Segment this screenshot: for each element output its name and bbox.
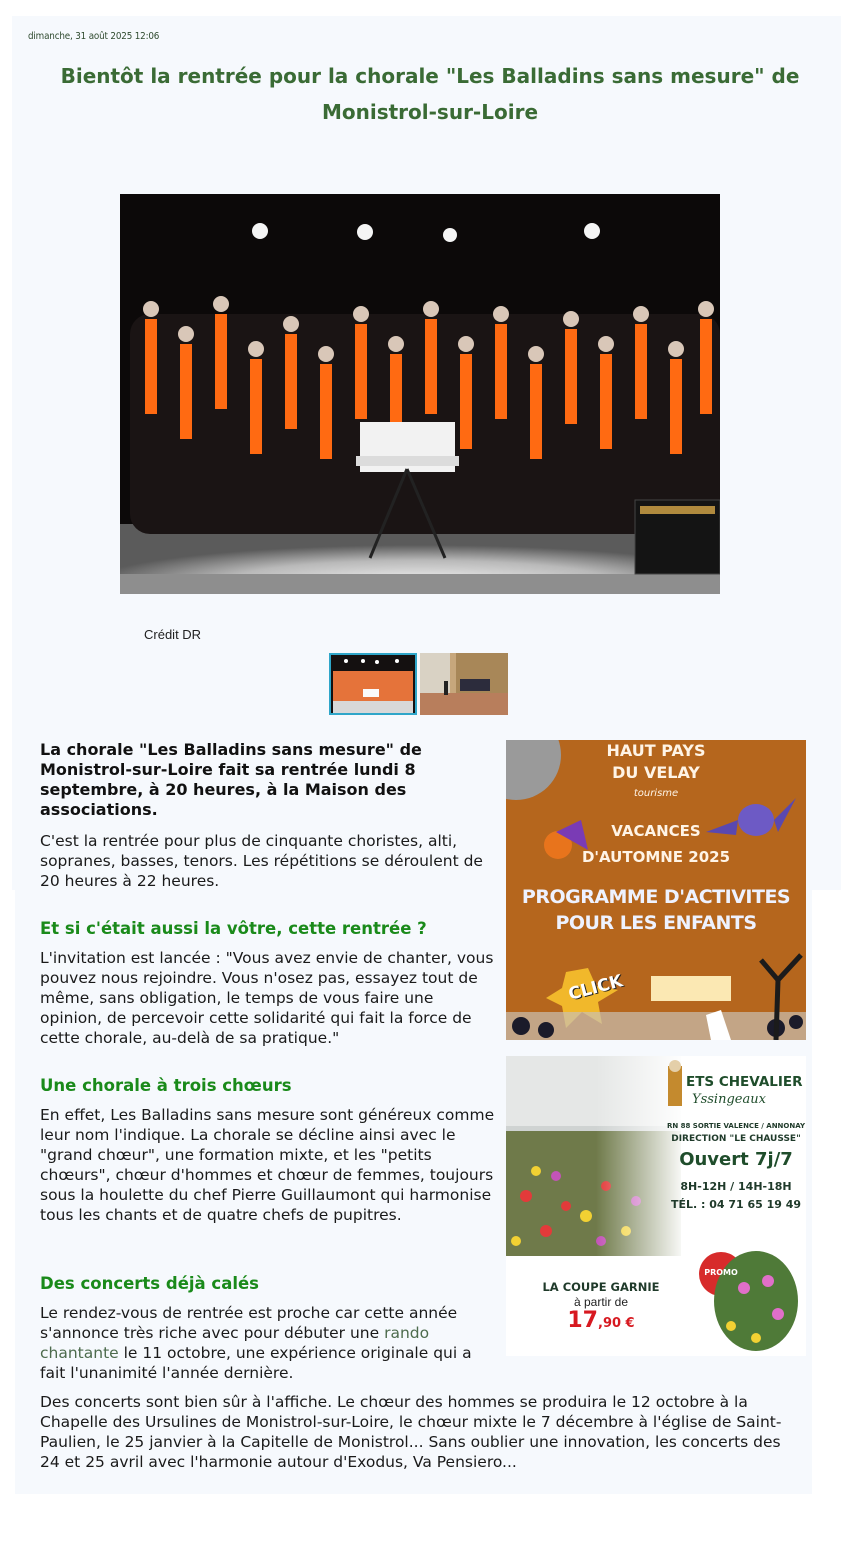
section-heading: Une chorale à trois chœurs	[40, 1076, 292, 1095]
section-invitation	[40, 918, 495, 1048]
section-heading: Et si c'était aussi la vôtre, cette rentrée ?	[40, 919, 427, 938]
ad2-hours: 8H-12H / 14H-18H	[680, 1180, 792, 1193]
section-text-part: le 11 octobre, une expérience originale qui a fait l'unanimité l'année dernière.	[40, 1344, 472, 1382]
ad1-brand-line2: DU VELAY	[612, 763, 700, 782]
article-intro-block	[40, 831, 495, 891]
ad1-brand-line1: HAUT PAYS	[606, 741, 706, 760]
ad2-from-label: à partir de	[573, 1295, 629, 1309]
ad1-click-cta[interactable]: CLICK	[566, 971, 625, 1005]
ad1-headline-1: PROGRAMME D'ACTIVITES	[521, 886, 791, 908]
ad2-address-2: DIRECTION "LE CHAUSSE"	[671, 1134, 801, 1144]
publish-date: dimanche, 31 août 2025 12:06	[28, 31, 160, 42]
ad2-address-1: RN 88 SORTIE VALENCE / ANNONAY	[666, 1122, 806, 1130]
thumbnail-choir-chapel[interactable]	[420, 653, 508, 715]
thumbnail-choir-stage[interactable]	[329, 653, 417, 715]
section-concerts	[40, 1273, 495, 1383]
ad1-season: D'AUTOMNE 2025	[581, 848, 731, 866]
section-text: L'invitation est lancée : "Vous avez envie de chanter, vous pouvez nous rejoindre. Vous n'osez pas, essayez tout de même, sans obligation, le temps de vous faire une opinion, de percevoir cette solidarité qui fait la force de cette chorale, au-delà de sa pratique."	[40, 949, 494, 1047]
section-text-part: Le rendez-vous de rentrée est proche car cette année s'annonce très riche avec pour débuter une	[40, 1304, 458, 1342]
ad2-brand: ETS CHEVALIER	[686, 1074, 803, 1090]
ad2-price-main: 17	[567, 1308, 598, 1333]
ad2-product: LA COUPE GARNIE	[542, 1280, 660, 1294]
ad1-vacances: VACANCES	[611, 822, 701, 840]
choir-photo-image	[120, 194, 720, 594]
ad2-city: Yssingeaux	[692, 1092, 766, 1107]
ad2-open-days: Ouvert 7j/7	[679, 1149, 793, 1170]
ad-ets-chevalier[interactable]	[506, 1056, 806, 1356]
section-heading: Des concerts déjà calés	[40, 1274, 259, 1293]
section-text	[40, 1303, 495, 1383]
ad-haut-pays-velay[interactable]	[506, 740, 806, 1040]
article-closing: Des concerts sont bien sûr à l'affiche. Le chœur des hommes se produira le 12 octobre à la Chapelle des Ursulines de Monistrol-sur-Loire, le chœur mixte le 7 décembre à l'église de Saint-Paulien, le 25 janvier à la Capitelle de Monistrol... Sans oublier une innovation, les concerts des 24 et 25 avril avec l'harmonie autour d'Exodus, Va Pensiero...	[40, 1393, 782, 1471]
section-text: En effet, Les Balladins sans mesure sont généreux comme leur nom l'indique. La chorale se décline ainsi avec le "grand chœur", une formation mixte, et les "petits chœurs", chœur d'hommes et chœur de femmes, toujours sous la houlette du chef Pierre Guillaumont qui harmonise tous les chants et de quatre chefs de pupitres.	[40, 1106, 495, 1224]
article-intro: C'est la rentrée pour plus de cinquante choristes, alti, sopranes, basses, tenors. Les répétitions se déroulent de 20 heures à 22 heures.	[40, 832, 483, 890]
section-three-choirs	[40, 1075, 495, 1225]
article-lead: La chorale "Les Balladins sans mesure" de Monistrol-sur-Loire fait sa rentrée lundi 8 septembre, à 20 heures, à la Maison des associations.	[40, 740, 422, 819]
main-photo[interactable]	[120, 194, 720, 594]
ad1-headline-2: POUR LES ENFANTS	[555, 912, 757, 934]
ad2-phone: TÉL. : 04 71 65 19 49	[670, 1198, 802, 1211]
ad1-brand-script: tourisme	[633, 788, 679, 799]
ad2-promo-badge: PROMO	[704, 1268, 738, 1277]
page-title: Bientôt la rentrée pour la chorale "Les Balladins sans mesure" de Monistrol-sur-Loire	[60, 64, 800, 124]
ad2-price	[526, 1308, 676, 1333]
ad2-price-cents: ,90 €	[598, 1316, 635, 1331]
rando-chantante-link[interactable]: rando chantante	[40, 1324, 430, 1362]
photo-credit: Crédit DR	[144, 627, 202, 642]
photo-gallery-thumbnails	[329, 653, 508, 715]
